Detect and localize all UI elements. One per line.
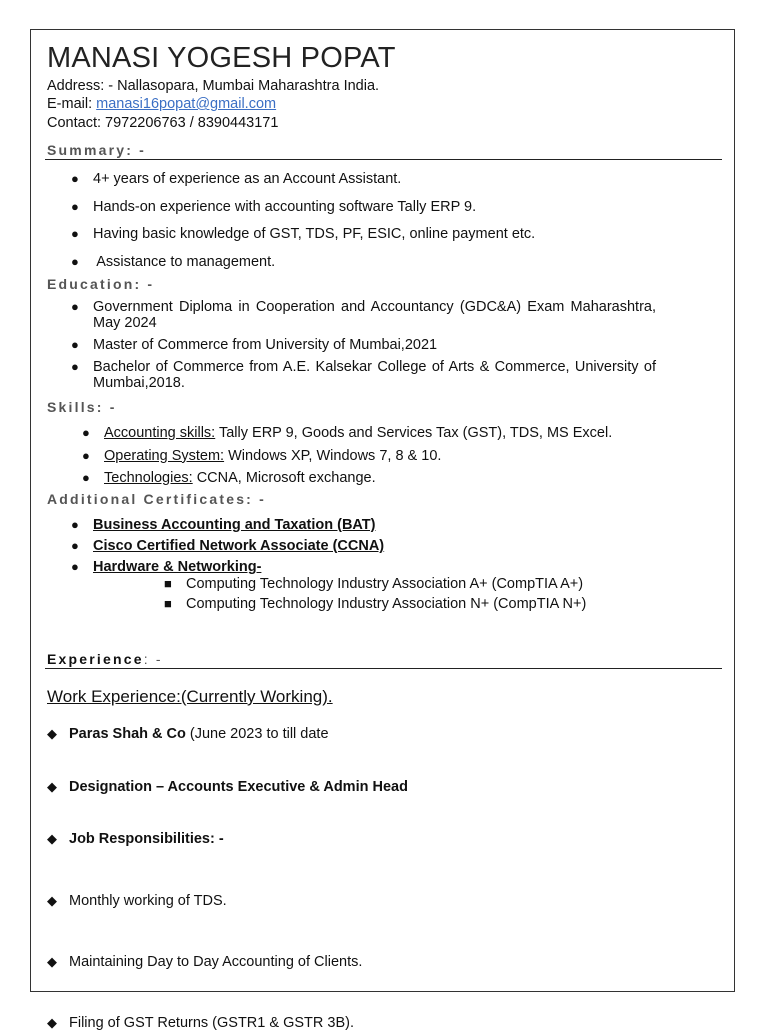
bullet-icon: ● [71,299,79,314]
list-item: ● Business Accounting and Taxation (BAT) [71,517,376,533]
resume-page [30,29,735,1031]
bullet-icon: ● [71,337,79,352]
list-item: ● Government Diploma in Cooperation and Accountancy (GDC&A) Exam Maharashtra, May 2024 [71,299,656,331]
bullet-icon: ● [71,517,79,532]
candidate-name: MANASI YOGESH POPAT [47,42,396,74]
list-item: ■ Computing Technology Industry Association A+ (CompTIA A+) [164,576,584,592]
summary-heading: Summary: - [47,142,147,158]
certificates-list [71,517,385,580]
list-item: ● Cisco Certified Network Associate (CCNA) [71,538,385,554]
email-label: E-mail: [47,96,97,112]
education-list [71,299,656,397]
list-item: ● 4+ years of experience as an Account Assistant. [71,171,402,187]
diamond-bullet-icon: ◆ [47,954,57,969]
email-link[interactable]: manasi16popat@gmail.com [96,96,277,112]
list-item: ◆ Maintaining Day to Day Accounting of Clients. [47,954,363,970]
square-bullet-icon: ■ [164,576,172,591]
list-item: ◆ Monthly working of TDS. [47,893,227,909]
list-item: ◆ Job Responsibilities: - [47,831,224,847]
contact-line: Contact: 7972206763 / 8390443171 [47,115,279,131]
list-item: ● Technologies: CCNA, Microsoft exchange. [82,470,376,486]
bullet-icon: ● [71,226,79,241]
summary-divider [45,159,722,160]
certificates-sublist [164,576,587,616]
diamond-bullet-icon: ◆ [47,831,57,846]
bullet-icon: ● [71,538,79,553]
list-item: ◆ Filing of GST Returns (GSTR1 & GSTR 3B). [47,1015,354,1031]
list-item: ◆ Paras Shah & Co (June 2023 to till date [47,726,329,742]
list-item: ● Having basic knowledge of GST, TDS, PF, ESIC, online payment etc. [71,226,536,242]
diamond-bullet-icon: ◆ [47,1015,57,1030]
list-item: ● Master of Commerce from University of Mumbai,2021 [71,337,438,353]
diamond-bullet-icon: ◆ [47,779,57,794]
bullet-icon: ● [71,359,79,374]
address-line: Address: - Nallasopara, Mumbai Maharashtra India. [47,78,380,94]
list-item: ● Accounting skills: Tally ERP 9, Goods and Services Tax (GST), TDS, MS Excel. [82,425,613,441]
bullet-icon: ● [71,171,79,186]
experience-heading: Experience: - [47,651,163,667]
list-item: ● Hardware & Networking- [71,559,262,575]
list-item: ● Operating System: Windows XP, Windows 7, 8 & 10. [82,447,442,464]
bullet-icon: ● [71,253,79,269]
experience-divider [45,668,722,669]
bullet-icon: ● [82,447,90,463]
diamond-bullet-icon: ◆ [47,726,57,741]
square-bullet-icon: ■ [164,596,172,611]
list-item: ● Bachelor of Commerce from A.E. Kalsekar College of Arts & Commerce, University of Mumbai,2018. [71,359,656,391]
diamond-bullet-icon: ◆ [47,893,57,908]
skills-heading: Skills: - [47,399,117,415]
bullet-icon: ● [82,470,90,485]
list-item: ■ Computing Technology Industry Association N+ (CompTIA N+) [164,596,587,612]
list-item: ● Assistance to management. [71,253,276,270]
work-experience-title: Work Experience:(Currently Working). [47,687,333,706]
skills-list [82,425,613,493]
bullet-icon: ● [82,425,90,440]
bullet-icon: ● [71,559,79,574]
bullet-icon: ● [71,198,79,214]
list-item: ◆ Designation – Accounts Executive & Admin Head [47,779,408,795]
summary-list [71,171,536,281]
education-heading: Education: - [47,276,155,292]
certificates-heading: Additional Certificates: - [47,491,266,507]
list-item: ● Hands-on experience with accounting software Tally ERP 9. [71,198,477,215]
